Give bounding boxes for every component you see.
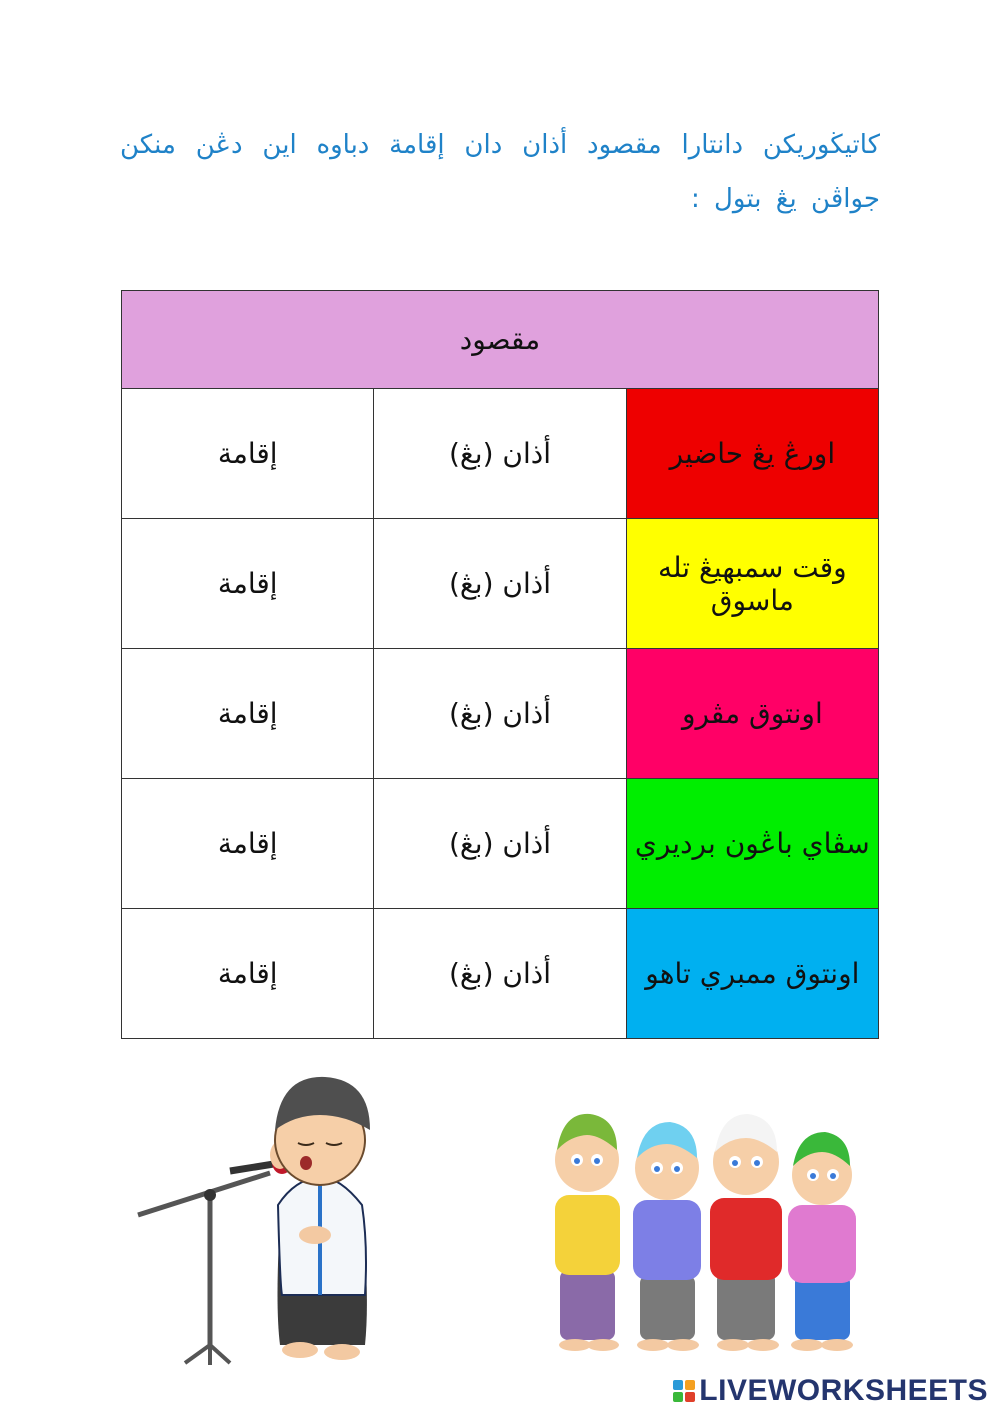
- table-row: [122, 779, 879, 909]
- row-description: وقت سمبهيڠ تله ماسوق: [626, 519, 878, 649]
- option-azan-cell[interactable]: [374, 779, 626, 909]
- option-iqamah[interactable]: إقامة: [217, 827, 278, 860]
- option-iqamah-cell[interactable]: [122, 779, 374, 909]
- option-iqamah-cell[interactable]: [122, 649, 374, 779]
- option-azan-cell[interactable]: [374, 389, 626, 519]
- option-iqamah-cell[interactable]: [122, 389, 374, 519]
- option-iqamah-cell[interactable]: [122, 519, 374, 649]
- instruction-text: كاتيڬوريكن دانتارا مقصود أذان دان إقامة دباوه اين دڠن منكن جواڤن يڠ بتول :: [120, 130, 880, 214]
- row-description: اونتوق ممبري تاهو: [626, 909, 878, 1039]
- option-iqamah[interactable]: إقامة: [217, 437, 278, 470]
- table-header-row: [122, 291, 879, 389]
- option-azan-cell[interactable]: [374, 649, 626, 779]
- row-description: اونتوق مڤرو: [626, 649, 878, 779]
- option-iqamah[interactable]: إقامة: [217, 697, 278, 730]
- liveworksheets-logo-icon: [673, 1380, 695, 1402]
- muezzin-illustration: [130, 1045, 380, 1370]
- liveworksheets-brand[interactable]: [673, 1374, 988, 1408]
- option-azan[interactable]: أذان (بڠ): [448, 437, 552, 470]
- row-description: اورڠ يڠ حاضير: [626, 389, 878, 519]
- option-azan-cell[interactable]: [374, 909, 626, 1039]
- table-header: مقصود: [122, 291, 879, 389]
- row-description: سڤاي باڠون برديري: [626, 779, 878, 909]
- table-row: [122, 389, 879, 519]
- option-iqamah[interactable]: إقامة: [217, 957, 278, 990]
- option-iqamah-cell[interactable]: [122, 909, 374, 1039]
- table-row: [122, 649, 879, 779]
- brand-name: LIVEWORKSHEETS: [699, 1374, 988, 1407]
- option-azan[interactable]: أذان (بڠ): [448, 697, 552, 730]
- answer-table: [121, 290, 879, 1039]
- option-azan[interactable]: أذان (بڠ): [448, 827, 552, 860]
- table-row: [122, 519, 879, 649]
- table-row: [122, 909, 879, 1039]
- option-azan-cell[interactable]: [374, 519, 626, 649]
- option-azan[interactable]: أذان (بڠ): [448, 567, 552, 600]
- option-iqamah[interactable]: إقامة: [217, 567, 278, 600]
- option-azan[interactable]: أذان (بڠ): [448, 957, 552, 990]
- boys-group-illustration: [545, 1100, 875, 1360]
